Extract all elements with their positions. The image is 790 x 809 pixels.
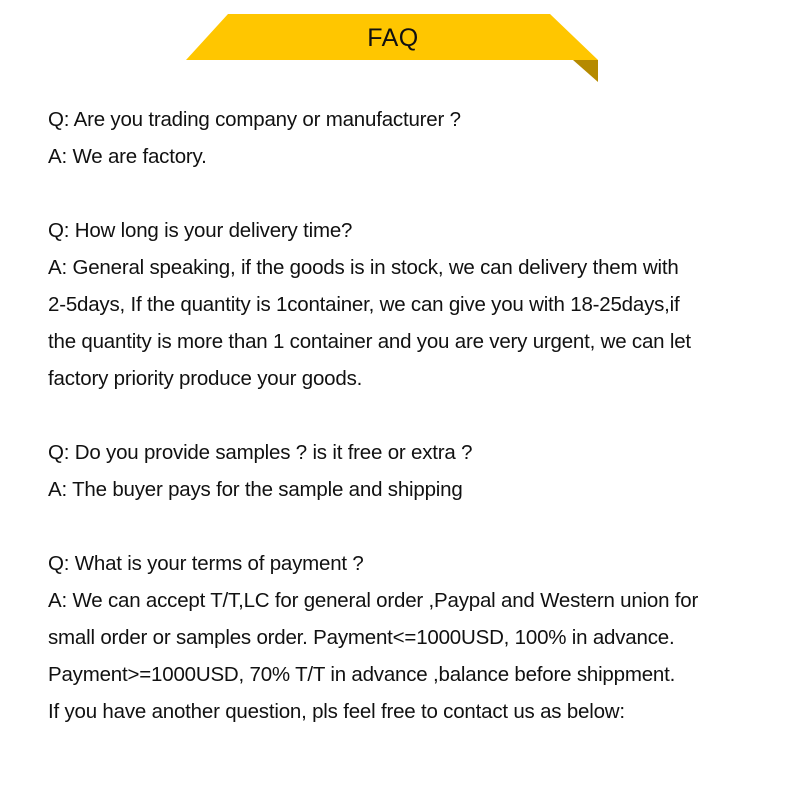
faq-item xyxy=(48,434,768,508)
faq-banner xyxy=(186,14,600,84)
faq-spacer xyxy=(48,175,768,212)
faq-question: Q: What is your terms of payment ? xyxy=(48,552,364,575)
page-title: FAQ xyxy=(367,24,419,52)
faq-answer-continued: small order or samples order. Payment<=1000USD, 100% in advance. xyxy=(48,626,675,649)
faq-spacer xyxy=(48,397,768,434)
faq-spacer xyxy=(48,508,768,545)
faq-item xyxy=(48,545,768,730)
faq-question: Q: How long is your delivery time? xyxy=(48,219,353,242)
faq-answer: A: We can accept T/T,LC for general order ,Paypal and Western union for xyxy=(48,589,699,612)
faq-question: Q: Do you provide samples ? is it free or extra ? xyxy=(48,441,473,464)
faq-answer-continued: the quantity is more than 1 container and you are very urgent, we can let xyxy=(48,330,691,353)
faq-answer: A: General speaking, if the goods is in stock, we can delivery them with xyxy=(48,256,679,279)
faq-answer-continued: Payment>=1000USD, 70% T/T in advance ,balance before shippment. xyxy=(48,663,676,686)
faq-answer-continued: 2-5days, If the quantity is 1container, we can give you with 18-25days,if xyxy=(48,293,680,316)
faq-answer-continued: factory priority produce your goods. xyxy=(48,367,363,390)
faq-answer: A: We are factory. xyxy=(48,145,207,168)
faq-item xyxy=(48,101,768,175)
faq-answer: A: The buyer pays for the sample and shipping xyxy=(48,478,463,501)
faq-item xyxy=(48,212,768,397)
faq-list xyxy=(48,101,768,730)
faq-question: Q: Are you trading company or manufacturer ? xyxy=(48,108,461,131)
contact-note: If you have another question, pls feel free to contact us as below: xyxy=(48,700,625,723)
